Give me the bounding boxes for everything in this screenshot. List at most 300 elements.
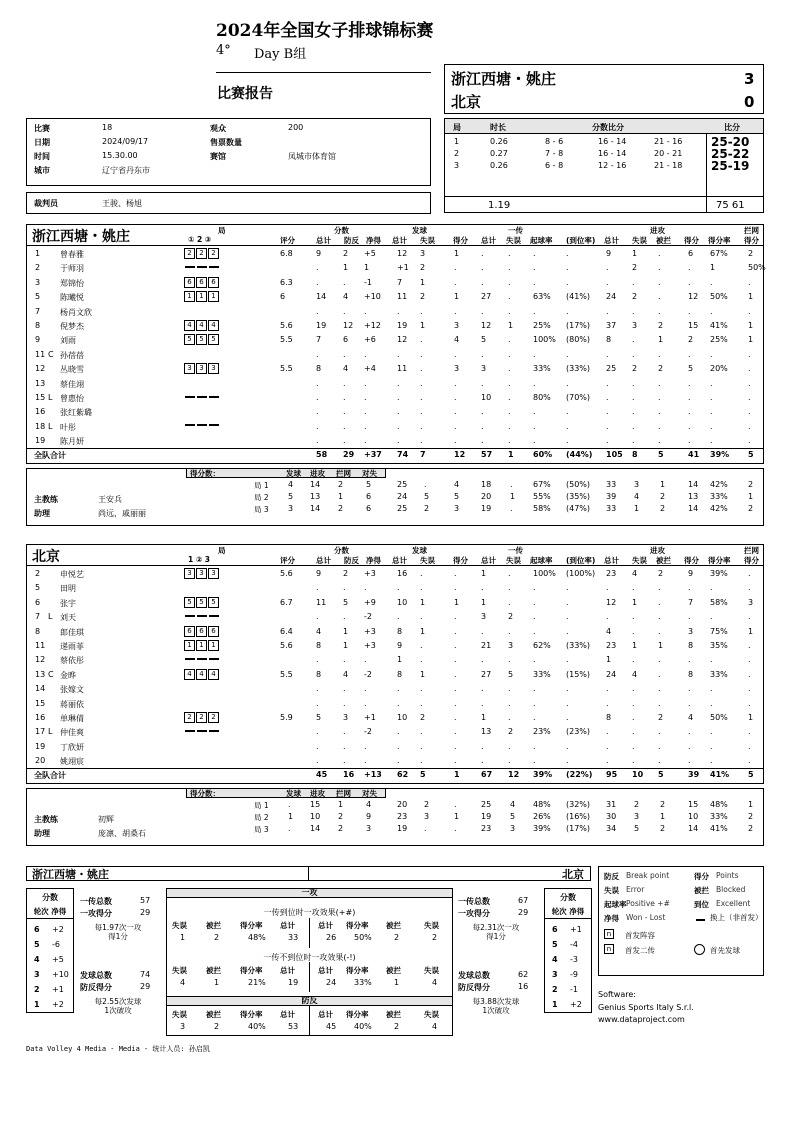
perset-header: 拦网 [336, 468, 351, 478]
player-stat: . [420, 655, 423, 665]
player-number: 16 [35, 407, 46, 417]
player-stat: . [566, 612, 569, 622]
player-stat: . [364, 393, 367, 402]
perset-stat: 20 [481, 491, 492, 501]
player-stat: . [710, 756, 713, 766]
perset-stat: 14 [688, 823, 699, 833]
summary-stat-value: 57 [140, 896, 151, 905]
center-value: 33% [354, 978, 372, 987]
player-stat: 6.7 [280, 597, 293, 607]
player-stat: . [508, 741, 511, 751]
player-stat: . [566, 597, 569, 607]
player-stat: . [316, 407, 319, 417]
player-sets-played [184, 726, 220, 735]
bench-mark [209, 658, 219, 660]
player-stat: . [658, 421, 661, 431]
perset-label: 局 2 [254, 812, 269, 822]
player-stat: 4 [343, 292, 349, 302]
player-sets-played [184, 320, 220, 331]
player-name: 陈月妍 [60, 437, 84, 447]
player-stat: . [658, 756, 661, 766]
center-value: 2 [394, 1022, 400, 1031]
center-value: 40% [248, 1022, 266, 1031]
perset-stat: 2 [338, 479, 344, 489]
player-stat: . [397, 393, 400, 402]
start-position-box: 2 [196, 712, 207, 723]
team-total-stat: 12 [454, 449, 466, 459]
perset-stat: 2 [424, 503, 430, 513]
col-exc: (到位率) [566, 236, 596, 245]
perset-stat: . [288, 799, 291, 809]
player-name: 田明 [60, 584, 76, 594]
player-number: 11 [35, 349, 46, 359]
player-stat: . [343, 612, 346, 622]
team-total-stat: 5 [658, 449, 664, 459]
perset-stat: (16%) [566, 811, 591, 821]
player-stat: 12 [606, 597, 617, 607]
player-stat: 5.6 [280, 569, 293, 578]
player-stat: . [316, 378, 319, 388]
player-stat: . [533, 407, 536, 417]
player-stat: . [658, 583, 661, 593]
legend-term: 被拦 [694, 886, 709, 895]
player-stat: 25% [710, 335, 728, 345]
player-stat: . [606, 263, 609, 273]
player-stat: . [508, 378, 511, 388]
player-stat: 6.4 [280, 626, 293, 636]
start-position-box: 6 [196, 626, 207, 637]
team-total-stat: 7 [420, 449, 426, 459]
player-stat: . [688, 698, 691, 708]
legend-desc: Points [716, 871, 739, 880]
player-stat: . [420, 569, 423, 578]
col-bp: 防反 [344, 556, 359, 565]
player-stat: . [508, 249, 511, 258]
player-stat: 9 [688, 569, 694, 578]
start-position-box: 6 [208, 277, 219, 288]
player-stat: 8 [606, 335, 612, 345]
perset-header: 拦网 [336, 788, 351, 798]
player-stat: . [397, 727, 400, 737]
player-row [27, 332, 763, 346]
player-stat: 21 [481, 641, 492, 650]
player-stat: . [748, 727, 751, 737]
set-partial-16: 16 - 14 [598, 137, 627, 146]
player-stat: 3 [481, 364, 487, 374]
center-value: 4 [180, 978, 186, 987]
perset-stat: 1 [338, 491, 344, 501]
perset-stat: 1 [288, 811, 294, 821]
col-total: 总计 [392, 236, 407, 245]
player-stat: . [566, 583, 569, 593]
center-head: 总计 [318, 966, 333, 975]
center-value: 4 [432, 1022, 438, 1031]
player-stat: . [533, 349, 536, 359]
perset-stat: 13 [688, 491, 699, 501]
player-stat: . [343, 583, 346, 593]
player-stat: . [316, 393, 319, 402]
player-stat: . [632, 335, 635, 345]
player-stat: . [533, 612, 536, 622]
perset-stat: 20 [397, 799, 408, 809]
center-divider [309, 962, 310, 992]
player-stat: 3 [454, 364, 460, 374]
perset-stat: 2 [338, 811, 344, 821]
start-position-box: 6 [208, 626, 219, 637]
player-stat: . [481, 263, 484, 273]
summary-stat-label: 防反得分 [80, 983, 112, 992]
player-stat: . [420, 684, 423, 694]
player-stat: . [364, 378, 367, 388]
perset-stat: 14 [310, 823, 321, 833]
info-audience: 200 [288, 123, 304, 132]
perset-label: 局 3 [254, 824, 269, 834]
rotation-net: +2 [570, 1000, 582, 1009]
bench-mark [197, 396, 207, 398]
start-position-box: 4 [184, 669, 195, 680]
player-stat: 2 [688, 335, 694, 345]
player-stat: 10 [397, 597, 408, 607]
player-stat: 1 [632, 597, 638, 607]
player-stat: . [658, 684, 661, 694]
bench-mark [185, 615, 195, 617]
player-number: 14 [35, 684, 46, 694]
perset-stat: 3 [424, 811, 430, 821]
player-stat: . [343, 378, 346, 388]
center-head: 被拦 [386, 921, 401, 930]
player-stat: . [566, 249, 569, 258]
perset-stat: 2 [660, 491, 666, 501]
player-stat: . [364, 684, 367, 694]
player-stat: 3 [632, 321, 638, 330]
player-stat: . [533, 626, 536, 636]
player-stat: . [343, 436, 346, 446]
perset-stat: 25 [397, 503, 408, 513]
player-stat: . [658, 626, 661, 636]
player-stat: . [632, 698, 635, 708]
player-stat: 4 [688, 713, 694, 722]
player-stat: . [397, 407, 400, 417]
legend-first-box: n [604, 929, 615, 939]
perset-stat: 2 [748, 479, 754, 489]
player-stat: . [748, 421, 751, 431]
player-role: L [48, 727, 53, 737]
player-stat: . [566, 421, 569, 431]
player-stat: . [566, 684, 569, 694]
player-stat: . [566, 698, 569, 708]
player-stat: 67% [710, 249, 728, 258]
player-stat: 5 [316, 713, 322, 722]
player-stat: +12 [364, 321, 381, 330]
player-stat: . [481, 378, 484, 388]
player-stat: . [688, 684, 691, 694]
player-stat: (70%) [566, 393, 591, 402]
center-head: 总计 [280, 1010, 295, 1019]
player-stat: 1 [397, 655, 403, 665]
summary-stat-value: 62 [518, 970, 529, 979]
team-total-stat: +37 [364, 449, 382, 459]
player-stat: 12 [688, 292, 699, 302]
center-head: 被拦 [206, 921, 221, 930]
player-stat: . [508, 756, 511, 766]
player-stat: 16 [397, 569, 408, 578]
player-row [27, 624, 763, 638]
player-stat: +1 [397, 263, 409, 273]
perset-stat: 30 [606, 811, 617, 821]
summary-stat-value: 16 [518, 982, 529, 991]
event-title: 2024年全国女子排球锦标赛 [216, 21, 434, 41]
perset-label: 局 1 [254, 480, 269, 490]
start-position-box: 4 [208, 669, 219, 680]
player-stat: . [420, 612, 423, 622]
player-stat: . [316, 756, 319, 766]
start-position-box: 1 [196, 640, 207, 651]
rotation-number: 4 [552, 955, 558, 964]
team-total-stat: 5 [658, 769, 664, 779]
player-stat: 4 [632, 569, 638, 578]
player-stat: . [533, 713, 536, 722]
player-stat: . [454, 669, 457, 679]
player-name: 张红紫璐 [60, 408, 92, 418]
perset-stat: 5 [288, 491, 294, 501]
player-stat: . [632, 612, 635, 622]
col-sets-played: ① 2 ③ [188, 235, 212, 244]
bench-mark [185, 424, 195, 426]
player-stat: -2 [364, 727, 372, 737]
player-stat: (17%) [566, 321, 591, 330]
player-stat: . [658, 393, 661, 402]
player-stat: 5.5 [280, 669, 293, 679]
player-stat: 11 [316, 597, 327, 607]
player-stat: . [533, 263, 536, 273]
start-position-box: 4 [184, 320, 195, 331]
player-stat: -2 [364, 669, 372, 679]
player-stat: . [420, 641, 423, 650]
player-stat: . [481, 655, 484, 665]
player-stat: 2 [658, 364, 664, 374]
col-pct: 得分率 [708, 236, 731, 245]
center-value: 48% [248, 933, 266, 942]
center-value: 21% [248, 978, 266, 987]
perset-stat: 23 [397, 811, 408, 821]
start-position-box: 3 [184, 363, 195, 374]
player-number: 15 [35, 698, 46, 708]
rotation-a-title: 分数 [42, 893, 58, 902]
center-head: 被拦 [386, 1010, 401, 1019]
perset-stat: 3 [510, 823, 516, 833]
player-stat: . [481, 756, 484, 766]
player-stat: +3 [364, 569, 376, 578]
player-sets-played [184, 640, 220, 651]
center-sub3: 防反 [301, 996, 318, 1005]
perset-stat: 48% [710, 799, 728, 809]
player-name: 递雨菲 [60, 642, 84, 651]
legend-term: 防反 [604, 872, 619, 881]
player-stat: . [748, 407, 751, 417]
player-stat: 27 [481, 292, 492, 302]
bench-mark [209, 424, 219, 426]
info-label-time: 时间 [34, 152, 50, 161]
center-sub1: 一传到位时一攻效果(+#) [263, 908, 356, 917]
player-stat: . [688, 407, 691, 417]
player-row [27, 246, 763, 260]
summary-team-b: 北京 [562, 868, 584, 881]
player-stat: . [508, 655, 511, 665]
player-name: 蒋丽依 [60, 699, 84, 709]
perset-stat: 9 [366, 811, 372, 821]
player-stat: . [481, 684, 484, 694]
player-stat: . [632, 727, 635, 737]
player-stat: 1 [364, 263, 370, 273]
player-stat: . [454, 421, 457, 431]
player-stat: . [454, 612, 457, 622]
player-stat: . [688, 421, 691, 431]
player-stat: 15 [688, 321, 699, 330]
player-stat: . [748, 306, 751, 316]
player-number: 9 [35, 335, 41, 345]
player-stat: . [606, 684, 609, 694]
perset-stat: 1 [660, 479, 666, 489]
bench-mark [185, 396, 195, 398]
perset-stat: 42% [710, 479, 728, 489]
summary-stat-value: 67 [518, 896, 529, 905]
player-stat: . [566, 756, 569, 766]
player-stat: . [454, 436, 457, 446]
summary-note: 得1分 [108, 932, 128, 941]
player-stat: . [397, 306, 400, 316]
col-exc: (到位率) [566, 556, 596, 565]
player-stat: . [533, 756, 536, 766]
player-stat: . [454, 641, 457, 650]
player-stat: 2 [632, 292, 638, 302]
perset-stat: 5 [424, 491, 430, 501]
sets-h-partials: 分数比分 [592, 123, 624, 132]
software-url: www.dataproject.com [598, 1015, 685, 1024]
sets-h-duration: 时长 [490, 123, 506, 132]
start-position-box: 4 [208, 320, 219, 331]
team-total-stat: 95 [606, 769, 618, 779]
perset-stat: 41% [710, 823, 728, 833]
perset-stat: 39% [533, 823, 551, 833]
player-stat: 25 [606, 364, 617, 374]
player-row [27, 304, 763, 318]
player-stat: . [316, 698, 319, 708]
center-value: 50% [354, 933, 372, 942]
player-stat: . [420, 698, 423, 708]
info-city: 辽宁省丹东市 [102, 166, 150, 175]
perset-header: 进攻 [310, 468, 325, 478]
player-stat: +5 [364, 249, 376, 258]
team-total-stat: 5 [748, 449, 754, 459]
player-stat: . [710, 349, 713, 359]
player-stat: . [710, 727, 713, 737]
player-stat: . [658, 436, 661, 446]
player-stat: . [343, 393, 346, 402]
player-stat: . [508, 583, 511, 593]
player-number: 18 [35, 421, 46, 431]
player-stat: 6 [688, 249, 694, 258]
team-total-stat: 5 [420, 769, 426, 779]
perset-stat: 1 [660, 811, 666, 821]
perset-stat: 10 [310, 811, 321, 821]
player-stat: 5 [481, 335, 487, 345]
player-stat: 8 [688, 641, 694, 650]
assistant-label: 助理 [34, 508, 50, 518]
player-row [27, 433, 763, 447]
player-stat: 9 [397, 641, 403, 650]
player-stat: . [533, 306, 536, 316]
col-rating: 评分 [280, 236, 295, 245]
col-reception: 一传 [508, 546, 523, 555]
perset-stat: 2 [338, 503, 344, 513]
player-stat: 100% [533, 569, 556, 578]
center-value: 24 [326, 978, 337, 987]
perset-stat: . [288, 823, 291, 833]
player-stat: . [454, 698, 457, 708]
perset-stat: 19 [481, 503, 492, 513]
perset-stat: 2 [748, 503, 754, 513]
player-stat: . [606, 756, 609, 766]
player-stat: 33% [533, 364, 551, 374]
player-stat: 20% [710, 364, 728, 374]
player-stat: . [454, 626, 457, 636]
sets-h-set: 局 [453, 123, 461, 132]
perset-stat: 2 [660, 503, 666, 513]
rotation-net: +1 [52, 985, 64, 994]
player-stat: . [316, 727, 319, 737]
player-stat: 9 [606, 249, 612, 258]
perset-stat: 26% [533, 811, 551, 821]
player-row [27, 275, 763, 289]
player-stat: . [748, 436, 751, 446]
player-number: 2 [35, 569, 41, 578]
player-stat: . [748, 756, 751, 766]
player-stat: . [397, 421, 400, 431]
player-stat: 50% [710, 292, 728, 302]
team_a-total-label: 全队合计 [34, 450, 66, 460]
player-sets-played [184, 421, 220, 430]
player-stat: 2 [632, 263, 638, 273]
player-stat: . [316, 436, 319, 446]
legend-desc: Error [626, 885, 645, 894]
perset-header: 对失 [362, 788, 377, 798]
player-stat: 1 [343, 641, 349, 650]
player-stat: . [658, 263, 661, 273]
legend-serve: 首先发球 [710, 946, 740, 955]
player-stat: (23%) [566, 727, 591, 737]
info-date: 2024/09/17 [102, 137, 149, 146]
player-number: 5 [35, 583, 41, 593]
player-stat: . [533, 698, 536, 708]
player-stat: 1 [481, 713, 487, 722]
player-stat: (100%) [566, 569, 596, 578]
coach-name: 初辉 [98, 814, 114, 824]
player-stat: . [533, 655, 536, 665]
player-stat: 50% [710, 713, 728, 722]
center-value: 45 [326, 1022, 337, 1031]
player-name: 郑锦怡 [60, 278, 84, 288]
player-stat: . [481, 407, 484, 417]
perset-stat: (47%) [566, 503, 591, 513]
player-stat: 1 [481, 597, 487, 607]
player-stat: +6 [364, 335, 376, 345]
player-stat: . [364, 407, 367, 417]
perset-stat: 58% [533, 503, 551, 513]
player-stat: . [606, 277, 609, 287]
player-stat: . [420, 436, 423, 446]
rotation-number: 5 [34, 940, 40, 949]
perset-stat: 14 [688, 479, 699, 489]
